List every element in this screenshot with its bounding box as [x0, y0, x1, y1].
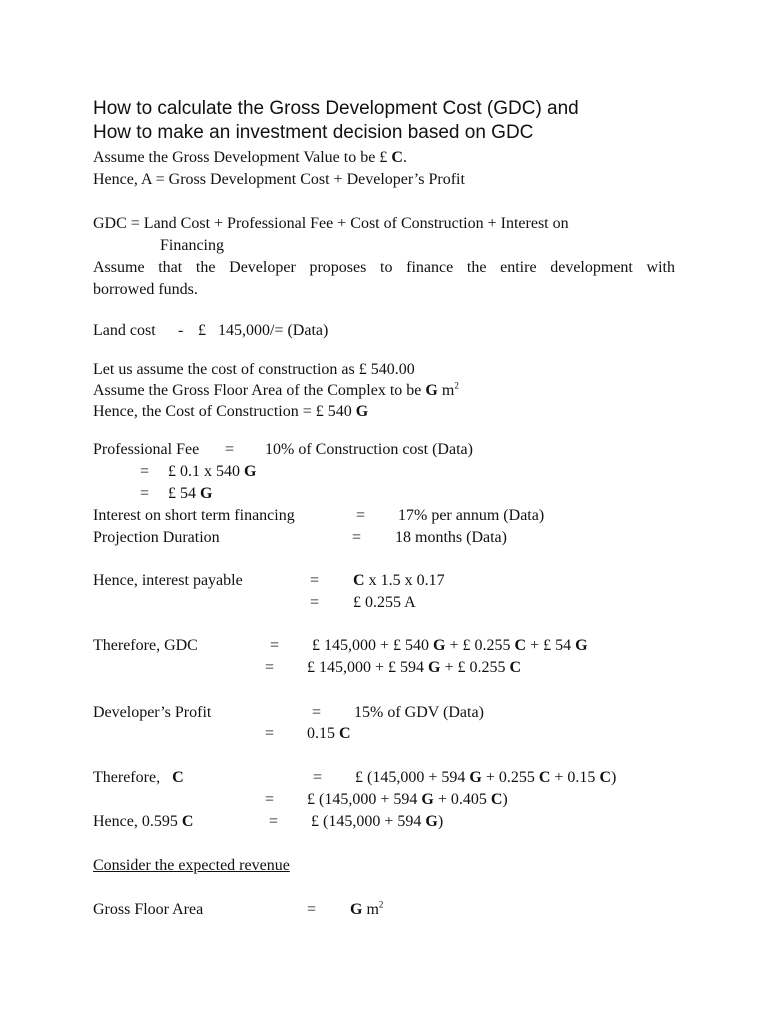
gdc-calc-eq-2: =: [265, 659, 275, 676]
construction-cost-result: Hence, the Cost of Construction = £ 540 G: [93, 403, 369, 420]
land-cost-value: £ 145,000/= (Data): [198, 322, 329, 339]
title-line-2: How to make an investment decision based on GDC: [93, 122, 534, 143]
finance-assumption-line-1: Assume that the Developer proposes to finance the entire development with: [93, 259, 675, 276]
finance-assumption-line-2: borrowed funds.: [93, 281, 198, 298]
professional-fee-step2: £ 54 G: [168, 485, 213, 502]
c-calc-hence-label: Hence, 0.595 C: [93, 813, 194, 830]
interest-financing-value: 17% per annum (Data): [398, 507, 545, 524]
projection-duration-eq: =: [352, 529, 362, 546]
professional-fee-label: Professional Fee: [93, 441, 200, 458]
interest-financing-eq: =: [356, 507, 366, 524]
title-line-1: How to calculate the Gross Development Cost (GDC) and: [93, 98, 579, 119]
interest-payable-eq-1: =: [310, 572, 320, 589]
land-cost-dash: -: [178, 322, 184, 339]
c-calc-row-1: £ (145,000 + 594 G + 0.255 C + 0.15 C): [355, 769, 617, 786]
c-calc-row-3: £ (145,000 + 594 G): [311, 813, 444, 830]
gdc-calc-row-2: £ 145,000 + £ 594 G + £ 0.255 C: [307, 659, 522, 676]
gross-floor-area-label: Gross Floor Area: [93, 901, 204, 918]
projection-duration-label: Projection Duration: [93, 529, 220, 546]
c-calc-eq-1: =: [313, 769, 323, 786]
developer-profit-eq-2: =: [265, 725, 275, 742]
professional-fee-step1: £ 0.1 x 540 G: [168, 463, 257, 480]
professional-fee-step1-eq: =: [140, 463, 150, 480]
gdc-formula-line-2: Financing: [160, 237, 224, 254]
gdc-calc-label: Therefore, GDC: [93, 637, 198, 654]
gross-floor-area-eq: =: [307, 901, 317, 918]
gross-floor-area-assumption: Assume the Gross Floor Area of the Complex to be G $m^2$: [93, 380, 459, 399]
professional-fee-eq: =: [225, 441, 235, 458]
gdc-calc-row-1: £ 145,000 + £ 540 G + £ 0.255 C + £ 54 G: [312, 637, 588, 654]
interest-payable-value-1: C x 1.5 x 0.17: [353, 572, 445, 589]
developer-profit-label: Developer’s Profit: [93, 704, 212, 721]
construction-cost-assumption: Let us assume the cost of construction as £ 540.00: [93, 361, 415, 378]
c-calc-row-2: £ (145,000 + 594 G + 0.405 C): [307, 791, 508, 808]
developer-profit-value-2: 0.15 C: [307, 725, 351, 742]
interest-payable-eq-2: =: [310, 594, 320, 611]
gdv-assumption: Assume the Gross Development Value to be £ C.: [93, 149, 407, 166]
expected-revenue-heading: Consider the expected revenue: [93, 857, 290, 874]
gdc-calc-eq-1: =: [270, 637, 280, 654]
land-cost-label: Land cost: [93, 322, 156, 339]
gdc-formula-line-1: GDC = Land Cost + Professional Fee + Cost of Construction + Interest on: [93, 215, 569, 232]
developer-profit-eq-1: =: [312, 704, 322, 721]
gross-floor-area-value: G $m^2$: [350, 899, 384, 918]
interest-payable-label: Hence, interest payable: [93, 572, 243, 589]
projection-duration-value: 18 months (Data): [395, 529, 507, 546]
c-calc-label: Therefore, C: [93, 769, 184, 786]
c-calc-eq-2: =: [265, 791, 275, 808]
developer-profit-value-1: 15% of GDV (Data): [354, 704, 484, 721]
c-calc-eq-3: =: [269, 813, 279, 830]
professional-fee-value: 10% of Construction cost (Data): [265, 441, 473, 458]
interest-payable-value-2: £ 0.255 A: [353, 594, 416, 611]
interest-financing-label: Interest on short term financing: [93, 507, 295, 524]
professional-fee-step2-eq: =: [140, 485, 150, 502]
hence-a-line: Hence, A = Gross Development Cost + Developer’s Profit: [93, 171, 465, 188]
